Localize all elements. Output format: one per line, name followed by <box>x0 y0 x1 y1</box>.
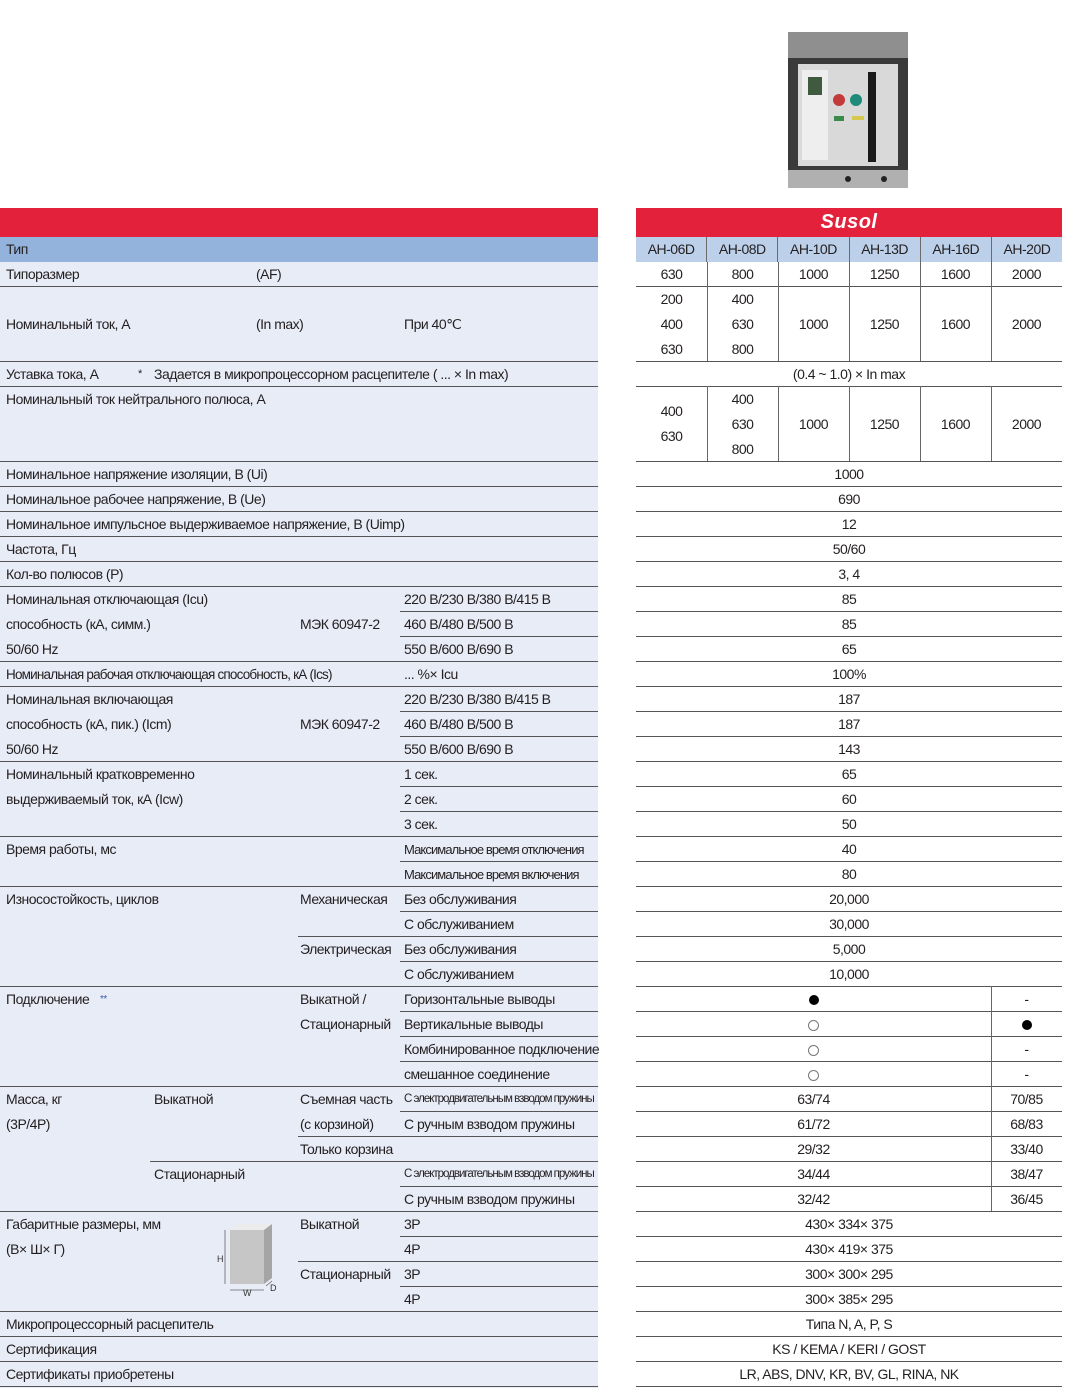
value-cell: 50/60 <box>832 541 866 557</box>
value-cell <box>636 1062 991 1087</box>
row-sublabel: 3 сек. <box>404 816 438 832</box>
value-cell: 300× 385× 295 <box>805 1291 893 1307</box>
value-cell: 800 <box>731 441 754 457</box>
row-condition: При 40℃ <box>404 316 462 332</box>
row-label: 50/60 Hz <box>6 741 59 757</box>
value-cell: 63/74 <box>797 1091 830 1107</box>
row-sublabel: 3P <box>404 1266 421 1282</box>
row-sublabel: 550 В/600 В/690 В <box>404 741 514 757</box>
row-label: Микропроцессорный расцепитель <box>6 1316 214 1332</box>
model-header: AH-08D <box>707 237 778 262</box>
row-subgroup: Съемная часть <box>300 1091 393 1107</box>
row-note: Задается в микропроцессорном расцепителе ( ... × In max) <box>154 366 509 382</box>
row-label: Номинальный ток, А <box>6 316 131 332</box>
row-group: Электрическая <box>300 941 392 957</box>
row-sublabel: 220 В/230 В/380 В/415 В <box>404 691 551 707</box>
row-sublabel: ... %× Icu <box>404 666 458 682</box>
value-cell: 800 <box>731 266 754 282</box>
value-cell: 50 <box>841 816 857 832</box>
value-cell: LR, ABS, DNV, KR, BV, GL, RINA, NK <box>739 1366 959 1382</box>
value-cell: 30,000 <box>829 916 869 932</box>
value-cell: 400 <box>731 291 754 307</box>
row-sublabel: С обслуживанием <box>404 966 514 982</box>
value-cell: 630 <box>660 341 683 357</box>
row-label: Номинальное импульсное выдерживаемое напряжение, В (Uimp) <box>6 516 405 532</box>
filled-dot-icon <box>809 995 819 1005</box>
value-cell: 100% <box>832 666 866 682</box>
row-standard: МЭК 60947-2 <box>300 716 380 732</box>
row-label: Износостойкость, циклов <box>6 891 159 907</box>
row-sublabel: С обслуживанием <box>404 916 514 932</box>
row-group: Стационарный <box>154 1166 245 1182</box>
value-cell: - <box>1024 991 1029 1007</box>
value-cell: 2000 <box>1011 316 1042 332</box>
value-cell: 68/83 <box>1010 1116 1043 1132</box>
row-sublabel: Без обслуживания <box>404 941 517 957</box>
value-cell: (0.4 ~ 1.0) × In max <box>792 366 906 382</box>
row-label: Кол-во полюсов (P) <box>6 566 124 582</box>
row-label: Номинальное рабочее напряжение, В (Ue) <box>6 491 266 507</box>
value-cell: 33/40 <box>1010 1141 1043 1157</box>
value-cell: 2000 <box>1011 416 1042 432</box>
value-cell: 65 <box>841 641 857 657</box>
value-cell: 200 <box>660 291 683 307</box>
row-label: Частота, Гц <box>6 541 76 557</box>
row-standard: МЭК 60947-2 <box>300 616 380 632</box>
value-cell: 400 <box>660 316 683 332</box>
svg-text:D: D <box>270 1283 277 1293</box>
row-sublabel: С электродвигательным взводом пружины <box>404 1168 594 1180</box>
value-cell <box>636 987 991 1012</box>
row-sublabel: смешанное соединение <box>404 1066 550 1082</box>
value-cell: 1250 <box>869 266 900 282</box>
row-label: Номинальный ток нейтрального полюса, А <box>6 391 266 407</box>
row-label: способность (кА, пик.) (Icm) <box>6 716 172 732</box>
value-cell: 630 <box>660 266 683 282</box>
row-sublabel: Горизонтальные выводы <box>404 991 555 1007</box>
row-label: Типоразмер <box>6 266 80 282</box>
value-cell: 1250 <box>869 416 900 432</box>
value-cell: 40 <box>841 841 857 857</box>
value-cell: 10,000 <box>829 966 869 982</box>
row-label: Номинальная включающая <box>6 691 173 707</box>
value-cell: 32/42 <box>797 1191 830 1207</box>
model-header: AH-20D <box>1003 241 1051 257</box>
value-cell: 1000 <box>798 416 829 432</box>
row-group: Выкатной / <box>300 991 366 1007</box>
value-cell: - <box>1024 1041 1029 1057</box>
value-cell: 80 <box>841 866 857 882</box>
value-cell: 34/44 <box>797 1166 830 1182</box>
row-label: Подключение <box>6 991 90 1007</box>
product-photo <box>788 32 908 188</box>
row-sublabel: 460 В/480 В/500 В <box>404 616 514 632</box>
value-cell: 36/45 <box>1010 1191 1043 1207</box>
value-cell: 70/85 <box>1010 1091 1043 1107</box>
value-cell: 3, 4 <box>838 566 860 582</box>
value-cell: 85 <box>841 591 857 607</box>
row-label: Габаритные размеры, мм <box>6 1216 161 1232</box>
row-sublabel: Максимальное время отключения <box>404 842 584 857</box>
row-subgroup: Только корзина <box>300 1141 393 1157</box>
row-sublabel: С ручным взводом пружины <box>404 1191 575 1207</box>
svg-text:W: W <box>243 1288 252 1296</box>
row-sublabel: 460 В/480 В/500 В <box>404 716 514 732</box>
row-subgroup: (с корзиной) <box>300 1116 374 1132</box>
value-cell: 2000 <box>1011 266 1042 282</box>
model-header: AH-13D <box>850 237 921 262</box>
trip-types: N, A, P, S <box>834 1316 893 1332</box>
header-red-bar <box>0 208 598 237</box>
type-header-row <box>0 237 598 262</box>
value-cell: 1600 <box>940 416 971 432</box>
row-label: способность (кА, симм.) <box>6 616 151 632</box>
value-cell: 1000 <box>834 466 864 482</box>
value-cell <box>991 1012 1062 1037</box>
row-label: 50/60 Hz <box>6 641 59 657</box>
value-cell: - <box>1024 1066 1029 1082</box>
value-cell: 1000 <box>798 316 829 332</box>
row-sublabel: (AF) <box>256 266 282 282</box>
model-header: AH-10D <box>778 237 849 262</box>
row-label: Номинальное напряжение изоляции, В (Ui) <box>6 466 268 482</box>
row-sublabel: С электродвигательным взводом пружины <box>404 1093 594 1105</box>
value-cell: 430× 334× 375 <box>805 1216 893 1232</box>
row-sublabel: 220 В/230 В/380 В/415 В <box>404 591 551 607</box>
row-group: Механическая <box>300 891 388 907</box>
row-label: Уставка тока, А <box>6 366 99 382</box>
type-label: Тип <box>6 241 28 257</box>
model-header: AH-06D <box>636 237 707 262</box>
value-cell: 65 <box>841 766 857 782</box>
row-label: Сертификаты приобретены <box>6 1366 174 1382</box>
value-cell: 630 <box>731 316 754 332</box>
row-sublabel: С ручным взводом пружины <box>404 1116 575 1132</box>
value-cell: 5,000 <box>832 941 866 957</box>
value-cell: 630 <box>660 428 683 444</box>
row-sublabel: 4P <box>404 1241 421 1257</box>
row-group: Выкатной <box>154 1091 214 1107</box>
row-sublabel: (In max) <box>256 316 304 332</box>
value-cell: 29/32 <box>797 1141 830 1157</box>
value-cell <box>636 1012 991 1037</box>
value-cell <box>636 1312 1062 1337</box>
model-header: AH-16D <box>921 237 992 262</box>
model-header-row <box>636 237 1062 262</box>
row-sublabel: Комбинированное подключение <box>404 1041 600 1057</box>
value-cell: 1600 <box>940 316 971 332</box>
value-cell: 61/72 <box>797 1116 830 1132</box>
value-cell: 1250 <box>869 316 900 332</box>
row-sublabel: Вертикальные выводы <box>404 1016 543 1032</box>
row-sublabel: 550 В/600 В/690 В <box>404 641 514 657</box>
value-cell: 430× 419× 375 <box>805 1241 893 1257</box>
value-cell: 1600 <box>940 266 971 282</box>
dimension-box-icon <box>212 1224 282 1296</box>
footnote-stars: ** <box>100 994 107 1005</box>
value-cell: 60 <box>841 791 857 807</box>
value-cell: 400 <box>731 391 754 407</box>
value-cell: 300× 300× 295 <box>805 1266 893 1282</box>
hollow-dot-icon <box>808 1045 819 1056</box>
value-cell: 187 <box>838 716 860 732</box>
value-cell: 143 <box>838 741 860 757</box>
value-cell: 1000 <box>798 266 829 282</box>
value-cell: 690 <box>838 491 860 507</box>
trip-prefix: Типа <box>805 1316 835 1332</box>
row-label: (3P/4P) <box>6 1116 50 1132</box>
row-label: Масса, кг <box>6 1091 62 1107</box>
value-cell: 630 <box>731 416 754 432</box>
row-group: Выкатной <box>300 1216 360 1232</box>
value-cell: 85 <box>841 616 857 632</box>
filled-dot-icon <box>1022 1020 1032 1030</box>
row-sublabel: 4P <box>404 1291 421 1307</box>
hollow-dot-icon <box>808 1070 819 1081</box>
row-sublabel: 2 сек. <box>404 791 438 807</box>
row-sublabel: Максимальное время включения <box>404 867 579 882</box>
row-sublabel: 1 сек. <box>404 766 438 782</box>
row-label: Номинальная рабочая отключающая способность, кА (Ics) <box>6 667 332 682</box>
brand-logo: Susol <box>636 208 1062 237</box>
row-label: Номинальный кратковременно <box>6 766 195 782</box>
row-label: Время работы, мс <box>6 841 116 857</box>
value-cell: 187 <box>838 691 860 707</box>
row-label: выдерживаемый ток, кА (Icw) <box>6 791 183 807</box>
value-cell: KS / KEMA / KERI / GOST <box>772 1341 926 1357</box>
value-cell <box>636 1037 991 1062</box>
row-group: Стационарный <box>300 1016 391 1032</box>
row-sublabel: Без обслуживания <box>404 891 517 907</box>
hollow-dot-icon <box>808 1020 819 1031</box>
row-label: Номинальная отключающая (Icu) <box>6 591 208 607</box>
value-cell: 20,000 <box>829 891 869 907</box>
value-cell: 12 <box>841 516 857 532</box>
value-cell: 400 <box>660 403 683 419</box>
svg-text:H: H <box>217 1254 224 1264</box>
value-cell: 38/47 <box>1010 1166 1043 1182</box>
row-label: Сертификация <box>6 1341 97 1357</box>
footnote-star: * <box>138 368 142 380</box>
row-group: Стационарный <box>300 1266 391 1282</box>
row-label: (В× Ш× Г) <box>6 1241 65 1257</box>
row-sublabel: 3P <box>404 1216 421 1232</box>
value-cell: 800 <box>731 341 754 357</box>
